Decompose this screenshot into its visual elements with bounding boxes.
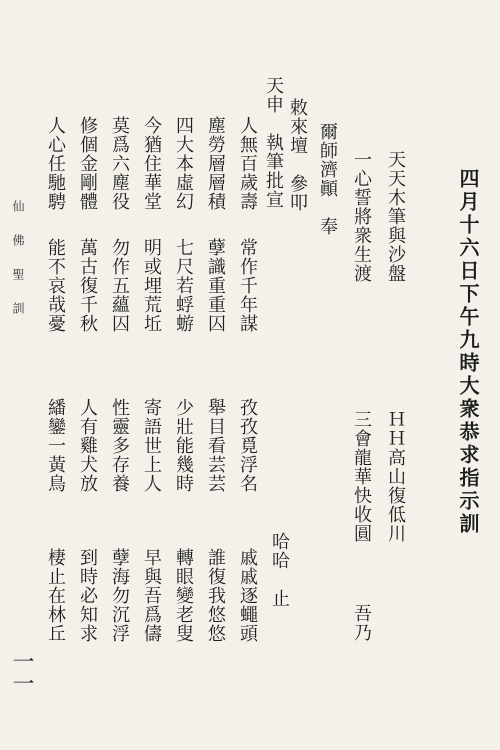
running-header: 仙佛聖訓 bbox=[11, 200, 25, 336]
signature-line-2: 三會龍華快收圓 bbox=[351, 410, 372, 543]
verse-bottom-1: 戚戚逐蠅頭 bbox=[237, 548, 258, 643]
header-line-1: 天天木筆與沙盤 bbox=[385, 150, 406, 283]
verse-middle-5: 勿作五蘊囚 bbox=[109, 238, 130, 333]
verse-bottom-2: 誰復我悠悠 bbox=[205, 548, 226, 643]
verse-third-6: 人有雞犬放 bbox=[77, 398, 98, 493]
verse-bottom-4: 早與吾爲儔 bbox=[141, 548, 162, 643]
header-line-3: 爾師濟顚 奉 bbox=[317, 122, 338, 236]
verse-top-4: 今猶住華堂 bbox=[141, 116, 162, 211]
verse-third-4: 寄語世上人 bbox=[141, 398, 162, 493]
verse-middle-4: 明或埋荒坵 bbox=[141, 238, 162, 333]
page-title: 四月十六日下午九時大衆恭求指示訓 bbox=[456, 168, 480, 536]
verse-top-6: 修個金剛體 bbox=[77, 116, 98, 211]
verse-third-7: 繙鑾一黃鳥 bbox=[45, 398, 66, 493]
verse-bottom-5: 孽海勿沉浮 bbox=[109, 548, 130, 643]
verse-bottom-3: 轉眼變老叟 bbox=[173, 548, 194, 643]
verse-middle-7: 能不哀哉憂 bbox=[45, 238, 66, 333]
signature-line-1: ＨＨ高山復低川 bbox=[385, 410, 406, 543]
header-line-5: 天申 執筆批宣 bbox=[263, 76, 284, 209]
verse-middle-1: 常作千年謀 bbox=[237, 238, 258, 333]
verse-top-7: 人心任馳騁 bbox=[45, 116, 66, 211]
verse-top-3: 四大本虛幻 bbox=[173, 116, 194, 211]
header-line-4: 敕來壇 參叩 bbox=[287, 98, 308, 212]
verse-middle-6: 萬古復千秋 bbox=[77, 238, 98, 333]
verse-bottom-6: 到時必知求 bbox=[77, 548, 98, 643]
verse-top-2: 塵勞層層積 bbox=[205, 116, 226, 211]
verse-bottom-0: 哈哈 止 bbox=[269, 532, 290, 608]
header-line-2: 一心誓將衆生渡 bbox=[351, 150, 372, 283]
verse-third-5: 性靈多存養 bbox=[109, 398, 130, 493]
verse-middle-3: 七尺若蜉蝣 bbox=[173, 238, 194, 333]
verse-third-2: 舉目看芸芸 bbox=[205, 398, 226, 493]
verse-bottom-7: 棲止在林丘 bbox=[45, 548, 66, 643]
verse-top-1: 人無百歲壽 bbox=[237, 116, 258, 211]
signature-name: 吾乃 bbox=[351, 604, 372, 642]
verse-third-1: 孜孜覓浮名 bbox=[237, 398, 258, 493]
verse-middle-2: 孽識重重囚 bbox=[205, 238, 226, 333]
verse-third-3: 少壯能幾時 bbox=[173, 398, 194, 493]
page-number: 一一 bbox=[9, 650, 34, 694]
verse-top-5: 莫爲六塵役 bbox=[109, 116, 130, 211]
